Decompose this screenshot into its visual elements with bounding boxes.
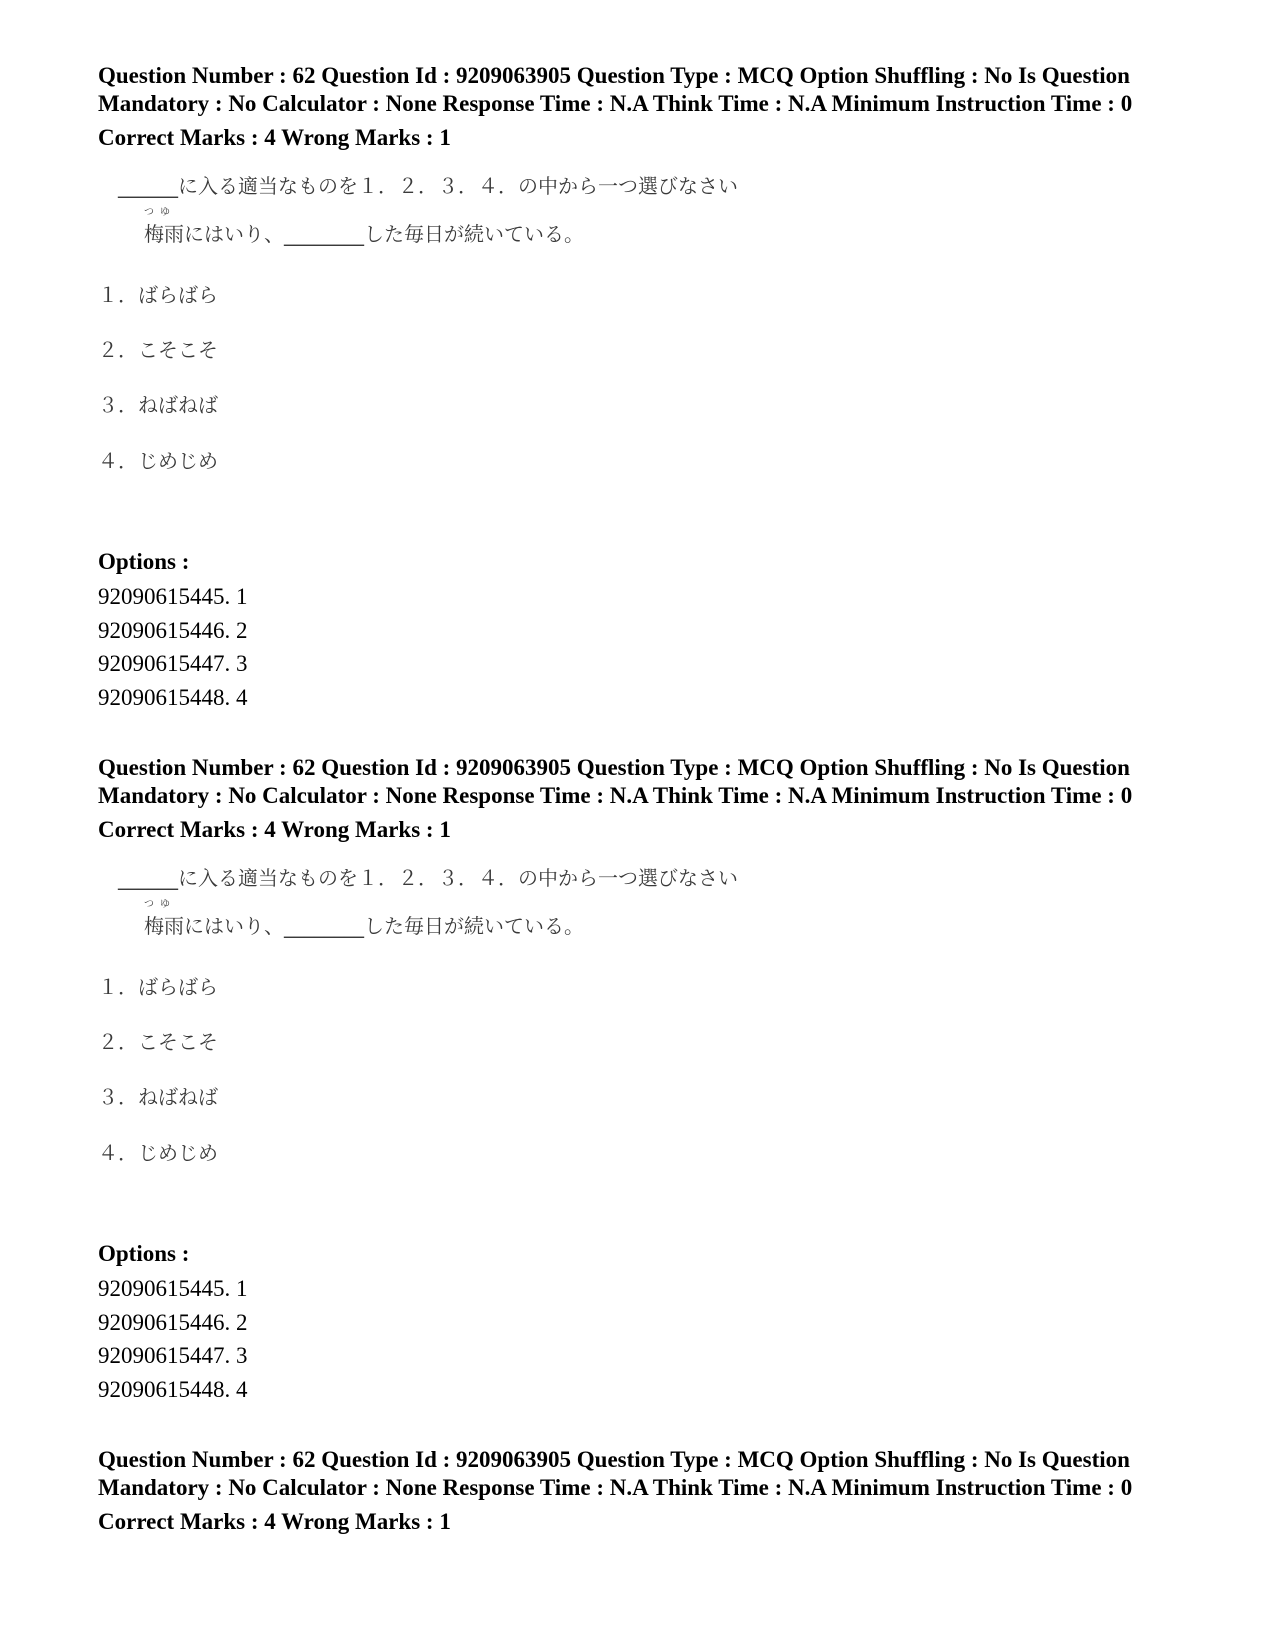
choice-3: ３．ねばねば: [98, 393, 218, 417]
question-marks: Correct Marks : 4 Wrong Marks : 1: [98, 125, 451, 150]
options-title: Options :: [98, 1241, 190, 1266]
question-marks: Correct Marks : 4 Wrong Marks : 1: [98, 1509, 451, 1534]
question-meta: Question Number : 62 Question Id : 9209063905 Question Type : MCQ Option Shuffling : No Is Question Mandatory : No Calculator : None Response Time : N.A Think Time : N.A Minimum Instruction Time : 0: [98, 755, 1133, 808]
question-block-3: [98, 1446, 1178, 1536]
option-item: 92090615446. 2: [98, 617, 248, 643]
sentence-text: にはいり、________した毎日が続いている。: [184, 914, 584, 938]
option-item: 92090615448. 4: [98, 1376, 248, 1402]
choice-2: ２．こそこそ: [98, 1030, 218, 1054]
question-block-1: [98, 62, 1178, 562]
choice-1: １．ばらばら: [98, 283, 218, 307]
sentence-kanji: 梅雨: [144, 914, 184, 938]
ruby-word: [144, 899, 184, 939]
question-marks: Correct Marks : 4 Wrong Marks : 1: [98, 817, 451, 842]
sentence-kanji: 梅雨: [144, 222, 184, 246]
question-block-2: [98, 754, 1178, 1254]
ruby-word: [144, 207, 184, 247]
question-meta: Question Number : 62 Question Id : 9209063905 Question Type : MCQ Option Shuffling : No Is Question Mandatory : No Calculator : None Response Time : N.A Think Time : N.A Minimum Instruction Time : 0: [98, 1447, 1133, 1500]
options-section-1: [98, 548, 1178, 714]
option-item: 92090615448. 4: [98, 684, 248, 710]
question-image: [98, 854, 798, 1254]
choice-4: ４．じめじめ: [98, 449, 218, 473]
option-item: 92090615447. 3: [98, 651, 248, 676]
furigana: つゆ: [144, 899, 176, 910]
choice-2: ２．こそこそ: [98, 338, 218, 362]
options-list: [98, 1272, 1178, 1406]
question-instruction: ______に入る適当なものを１．２．３．４．の中から一つ選びなさい: [118, 174, 738, 198]
options-section-2: [98, 1240, 1178, 1406]
question-sentence: [144, 207, 584, 247]
sentence-text: にはいり、________した毎日が続いている。: [184, 222, 584, 246]
question-instruction: ______に入る適当なものを１．２．３．４．の中から一つ選びなさい: [118, 866, 738, 890]
furigana: つゆ: [144, 207, 176, 218]
options-title: Options :: [98, 549, 190, 574]
option-item: 92090615447. 3: [98, 1343, 248, 1368]
question-image: [98, 162, 798, 562]
choice-1: １．ばらばら: [98, 975, 218, 999]
choice-4: ４．じめじめ: [98, 1141, 218, 1165]
question-meta: Question Number : 62 Question Id : 9209063905 Question Type : MCQ Option Shuffling : No Is Question Mandatory : No Calculator : None Response Time : N.A Think Time : N.A Minimum Instruction Time : 0: [98, 63, 1133, 116]
choice-3: ３．ねばねば: [98, 1085, 218, 1109]
option-item: 92090615446. 2: [98, 1309, 248, 1335]
question-sentence: [144, 899, 584, 939]
option-item: 92090615445. 1: [98, 1276, 248, 1301]
options-list: [98, 580, 1178, 714]
option-item: 92090615445. 1: [98, 584, 248, 609]
